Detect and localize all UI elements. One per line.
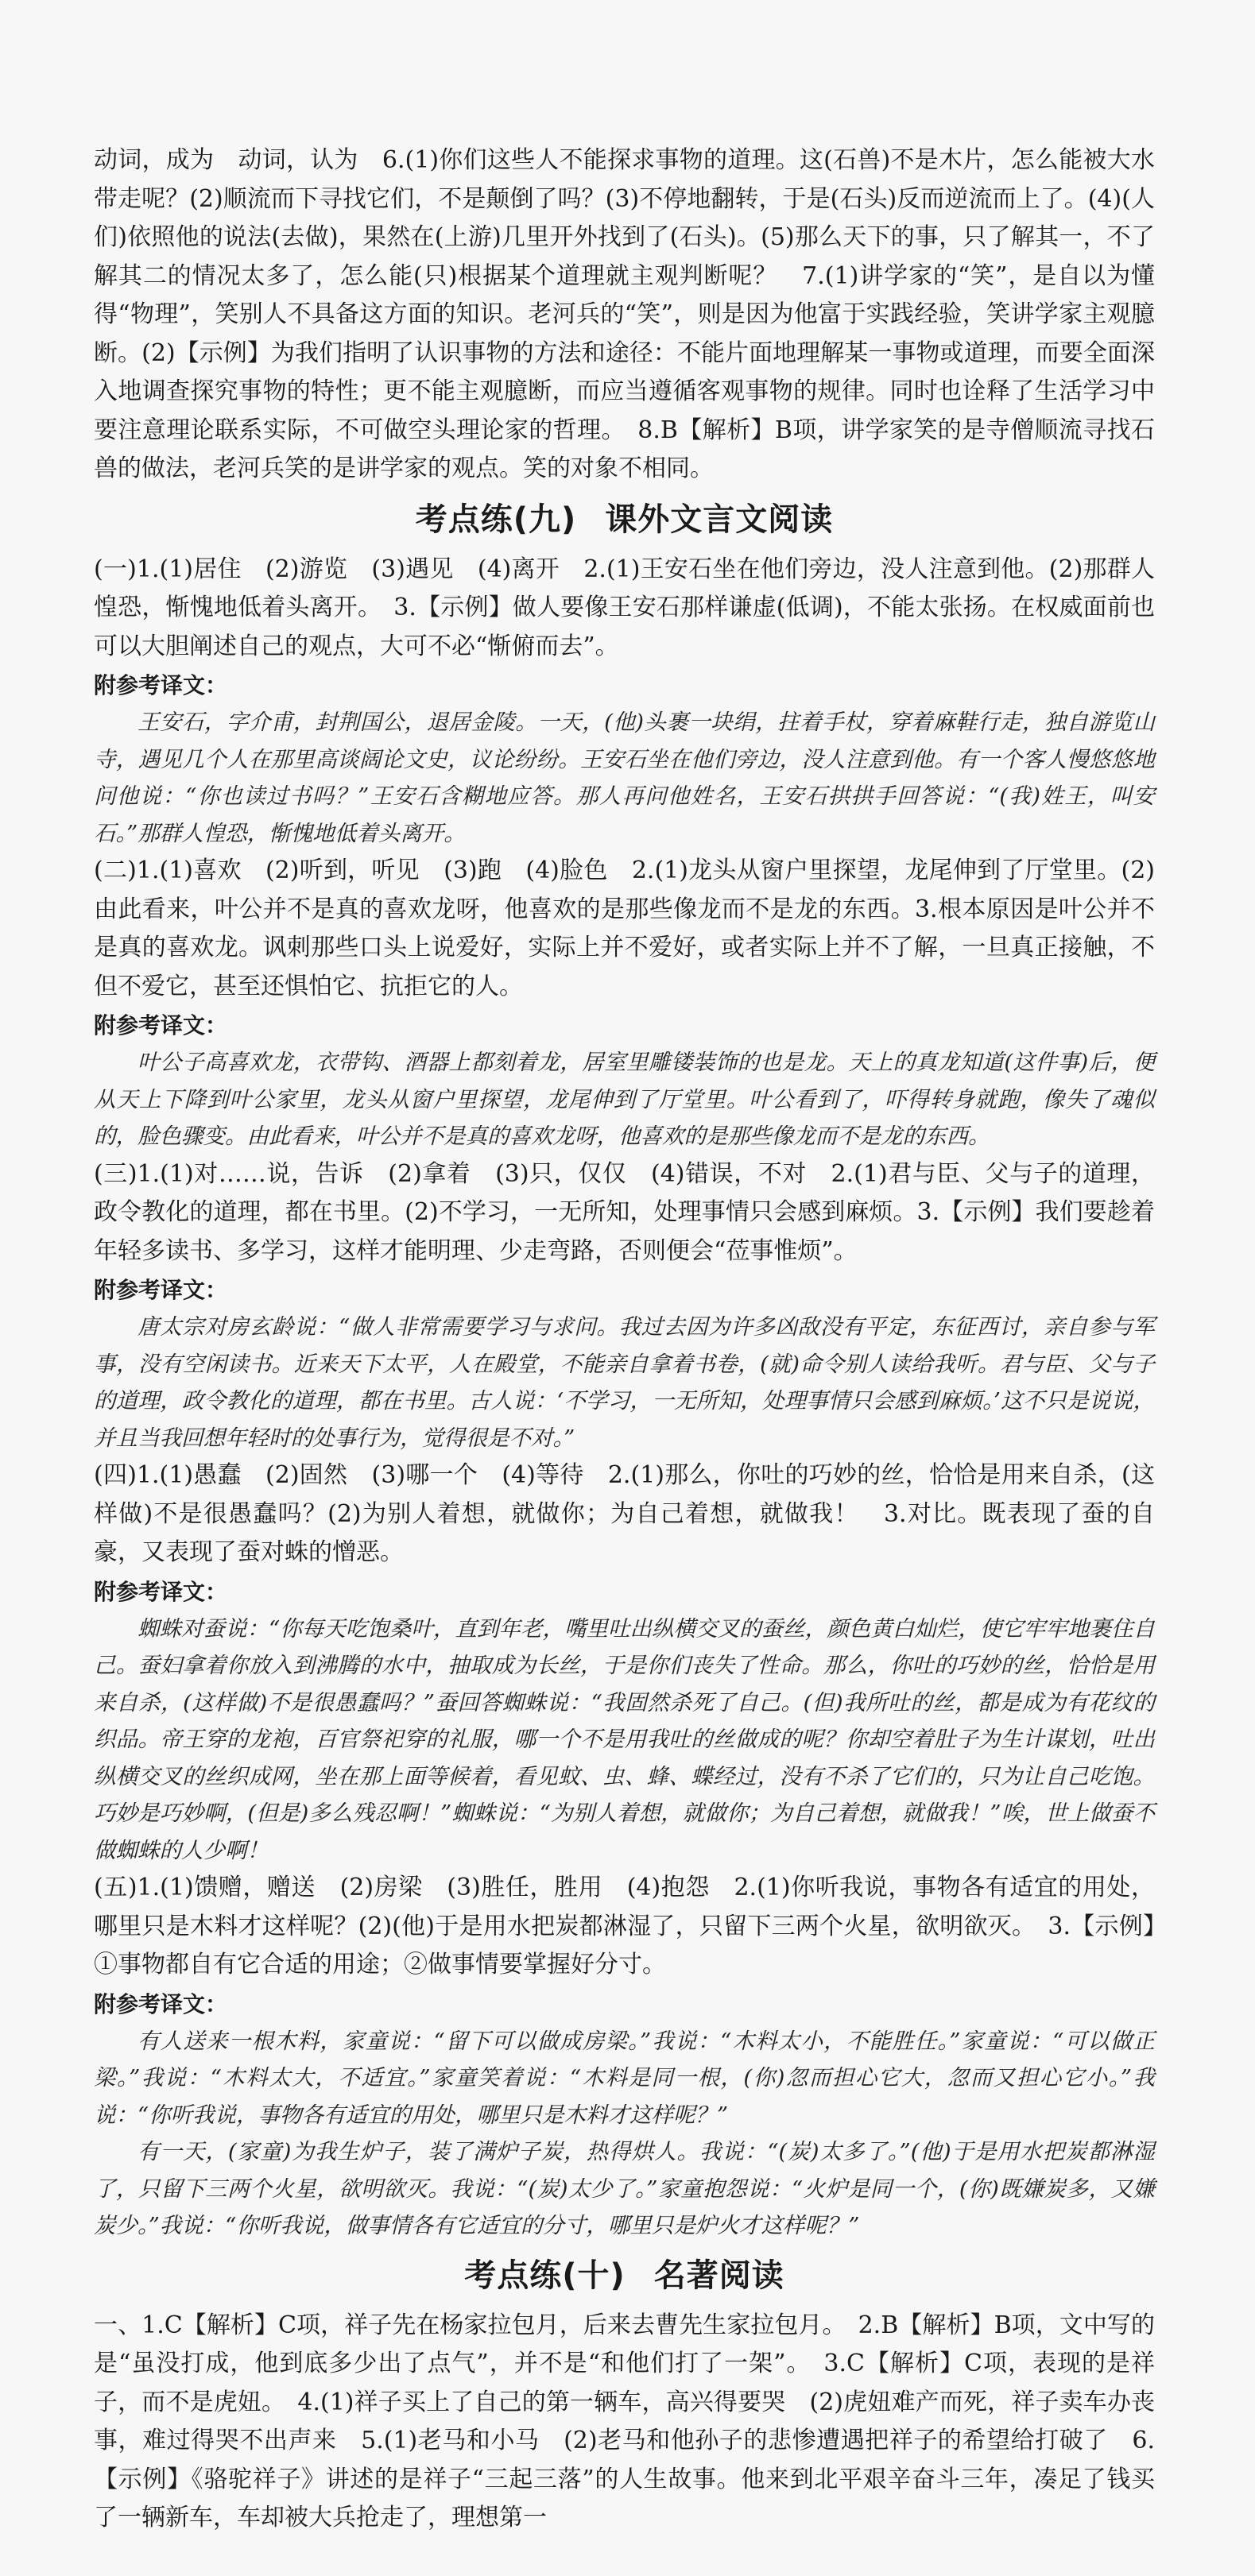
part-1-answer: (一)1.(1)居住 (2)游览 (3)遇见 (4)离开 2.(1)王安石坐在他们旁边，没人注意到他。(2)那群人惶恐，惭愧地低着头离开。 3.【示例】做人要像王安石那样谦虚(低调)，不能太张扬。在权威面前也可以大胆阐述自己的观点，大可不必“惭俯而去”。: [94, 555, 1155, 660]
part-4-translation: 蜘蛛对蚕说：“你每天吃饱桑叶，直到年老，嘴里吐出纵横交叉的蚕丝，颜色黄白灿烂，使它牢牢地裹住自己。蚕妇拿着你放入到沸腾的水中，抽取成为长丝，于是你们丧失了性命。那么，你吐的巧妙的丝，恰恰是用来自杀，(这样做)不是很愚蠢吗？”蚕回答蜘蛛说：“我固然杀死了自己。(但)我所吐的丝，都是成为有花纹的织品。帝王穿的龙袍，百官祭祀穿的礼服，哪一个不是用我吐的丝做成的呢？你却空着肚子为生计谋划，吐出纵横交叉的丝织成网，坐在那上面等候着，看见蚊、虫、蜂、蝶经过，没有不杀了它们的，只为让自己吃饱。巧妙是巧妙啊，(但是)多么残忍啊！”蜘蛛说：“为别人着想，就做你；为自己着想，就做我！”唉，世上做蚕不做蜘蛛的人少啊！: [94, 1615, 1155, 1863]
intro-answers: 动词，成为 动词，认为 6.(1)你们这些人不能探求事物的道理。这(石兽)不是木片，怎么能被大水带走呢？(2)顺流而下寻找它们，不是颠倒了吗？(3)不停地翻转，于是(石头)反而逆流而上了。(4)(人们)依照他的说法(去做)，果然在(上游)几里开外找到了(石头)。(5)那么天下的事，只了解其一，不了解其二的情况太多了，怎么能(只)根据某个道理就主观判断呢？ 7.(1)讲学家的“笑”，是自以为懂得“物理”，笑别人不具备这方面的知识。老河兵的“笑”，则是因为他富于实践经验，笑讲学家主观臆断。(2)【示例】为我们指明了认识事物的方法和途径：不能片面地理解某一事物或道理，而要全面深入地调查探究事物的特性；更不能主观臆断，而应当遵循客观事物的规律。同时也诠释了生活学习中要注意理论联系实际，不可做空头理论家的哲理。 8.B【解析】B项，讲学家笑的是寺僧顺流寻找石兽的做法，老河兵笑的是讲学家的观点。笑的对象不相同。: [94, 146, 1155, 482]
page-content: [94, 141, 1155, 2538]
part-2-translation: 叶公子高喜欢龙，衣带钩、酒器上都刻着龙，居室里雕镂装饰的也是龙。天上的真龙知道(这件事)后，便从天上下降到叶公家里，龙头从窗户里探望，龙尾伸到了厅堂里。叶公看到了，吓得转身就跑，像失了魂似的，脸色骤变。由此看来，叶公并不是真的喜欢龙呀，他喜欢的是那些像龙而不是龙的东西。: [94, 1050, 1155, 1149]
section-10-title-left: 考点练(十): [464, 2257, 626, 2294]
section-9-part-4: [94, 1456, 1155, 1869]
part-3-answer: (三)1.(1)对……说，告诉 (2)拿着 (3)只，仅仅 (4)错误，不对 2.(1)君与臣、父与子的道理，政令教化的道理，都在书里。(2)不学习，一无所知，处理事情只会感到麻烦。3.【示例】我们要趁着年轻多读书、多学习，这样才能明理、少走弯路，否则便会“莅事惟烦”。: [94, 1159, 1155, 1265]
section-9-part-2: [94, 852, 1155, 1155]
section-9-part-1: [94, 551, 1155, 853]
section-9-title: [94, 495, 1155, 544]
section-10-answers: 一、1.C【解析】C项，祥子先在杨家拉包月，后来去曹先生家拉包月。 2.B【解析】B项，文中写的是“虽没打成，他到底多少出了点气”，并不是“和他们打了一架”。 3.C【解析】C项，表现的是祥子，而不是虎妞。 4.(1)祥子买上了自己的第一辆车，高兴得要哭 (2)虎妞难产而死，祥子卖车办丧事，难过得哭不出声来 5.(1)老马和小马 (2)老马和他孙子的悲惨遭遇把祥子的希望给打破了 6.【示例】《骆驼祥子》讲述的是祥子“三起三落”的人生故事。他来到北平艰辛奋斗三年，凑足了钱买了一辆新车，车却被大兵抢走了，理想第一: [94, 2311, 1155, 2532]
part-2-answer: (二)1.(1)喜欢 (2)听到，听见 (3)跑 (4)脸色 2.(1)龙头从窗户里探望，龙尾伸到了厅堂里。(2)由此看来，叶公并不是真的喜欢龙呀，他喜欢的是那些像龙而不是龙的东西。3.根本原因是叶公并不是真的喜欢龙。讽刺那些口头上说爱好，实际上并不爱好，或者实际上并不了解，一旦真正接触，不但不爱它，甚至还惧怕它、抗拒它的人。: [94, 857, 1155, 1000]
section-9-title-right: 课外文言文阅读: [605, 501, 834, 538]
section-10-title-right: 名著阅读: [653, 2257, 784, 2294]
section-9-part-3: [94, 1155, 1155, 1457]
part-2-ref-label: 附参考译文：: [94, 1012, 228, 1039]
part-5-answer: (五)1.(1)馈赠，赠送 (2)房梁 (3)胜任，胜用 (4)抱怨 2.(1)你听我说，事物各有适宜的用处，哪里只是木料才这样呢？(2)(他)于是用水把炭都淋湿了，只留下三两个火星，欲明欲灭。 3.【示例】①事物都自有它合适的用途；②做事情要掌握好分寸。: [94, 1874, 1155, 1978]
part-3-translation: 唐太宗对房玄龄说：“做人非常需要学习与求问。我过去因为许多凶敌没有平定，东征西讨，亲自参与军事，没有空闲读书。近来天下太平，人在殿堂，不能亲自拿着书卷，(就)命令别人读给我听。君与臣、父与子的道理，政令教化的道理，都在书里。古人说：‘不学习，一无所知，处理事情只会感到麻烦。’这不只是说说，并且当我回想年轻时的处事行为，觉得很是不对。”: [94, 1314, 1155, 1451]
part-1-ref-label: 附参考译文：: [94, 672, 228, 698]
section-9-part-5: [94, 1869, 1155, 2245]
section-10-title: [94, 2251, 1155, 2300]
part-5-ref-label: 附参考译文：: [94, 1990, 228, 2017]
part-5-translation-paragraph-2: 有一天，(家童)为我生炉子，装了满炉子炭，热得烘人。我说：“(炭)太多了。”(他)于是用水把炭都淋湿了，只留下三两个火星，欲明欲灭。我说：“(炭)太少了。”家童抱怨说：“火炉是同一个，(你)既嫌炭多，又嫌炭少。”我说：“你听我说，做事情各有它适宜的分寸，哪里只是炉火才这样呢？”: [94, 2139, 1155, 2238]
part-1-translation: 王安石，字介甫，封荆国公，退居金陵。一天，(他)头裹一块绢，拄着手杖，穿着麻鞋行走，独自游览山寺，遇见几个人在那里高谈阔论文史，议论纷纷。王安石坐在他们旁边，没人注意到他。有一个客人慢悠悠地问他说：“你也读过书吗？”王安石含糊地应答。那人再问他姓名，王安石拱拱手回答说：“(我)姓王，叫安石。”那群人惶恐，惭愧地低着头离开。: [94, 710, 1155, 846]
part-5-translation-paragraph-1: 有人送来一根木料，家童说：“留下可以做成房梁。”我说：“木料太小，不能胜任。”家童说：“可以做正梁。”我说：“木料太大，不适宜。”家童笑着说：“木料是同一根，(你)忽而担心它大，忽而又担心它小。”我说：“你听我说，事物各有适宜的用处，哪里只是木料才这样呢？”: [94, 2028, 1155, 2128]
part-4-answer: (四)1.(1)愚蠢 (2)固然 (3)哪一个 (4)等待 2.(1)那么，你吐的巧妙的丝，恰恰是用来自杀，(这样做)不是很愚蠢吗？(2)为别人着想，就做你；为自己着想，就做我！ 3.对比。既表现了蚕的自豪，又表现了蚕对蛛的憎恶。: [94, 1461, 1155, 1566]
section-9-title-left: 考点练(九): [415, 501, 577, 538]
part-3-ref-label: 附参考译文：: [94, 1277, 228, 1303]
part-4-ref-label: 附参考译文：: [94, 1578, 228, 1605]
